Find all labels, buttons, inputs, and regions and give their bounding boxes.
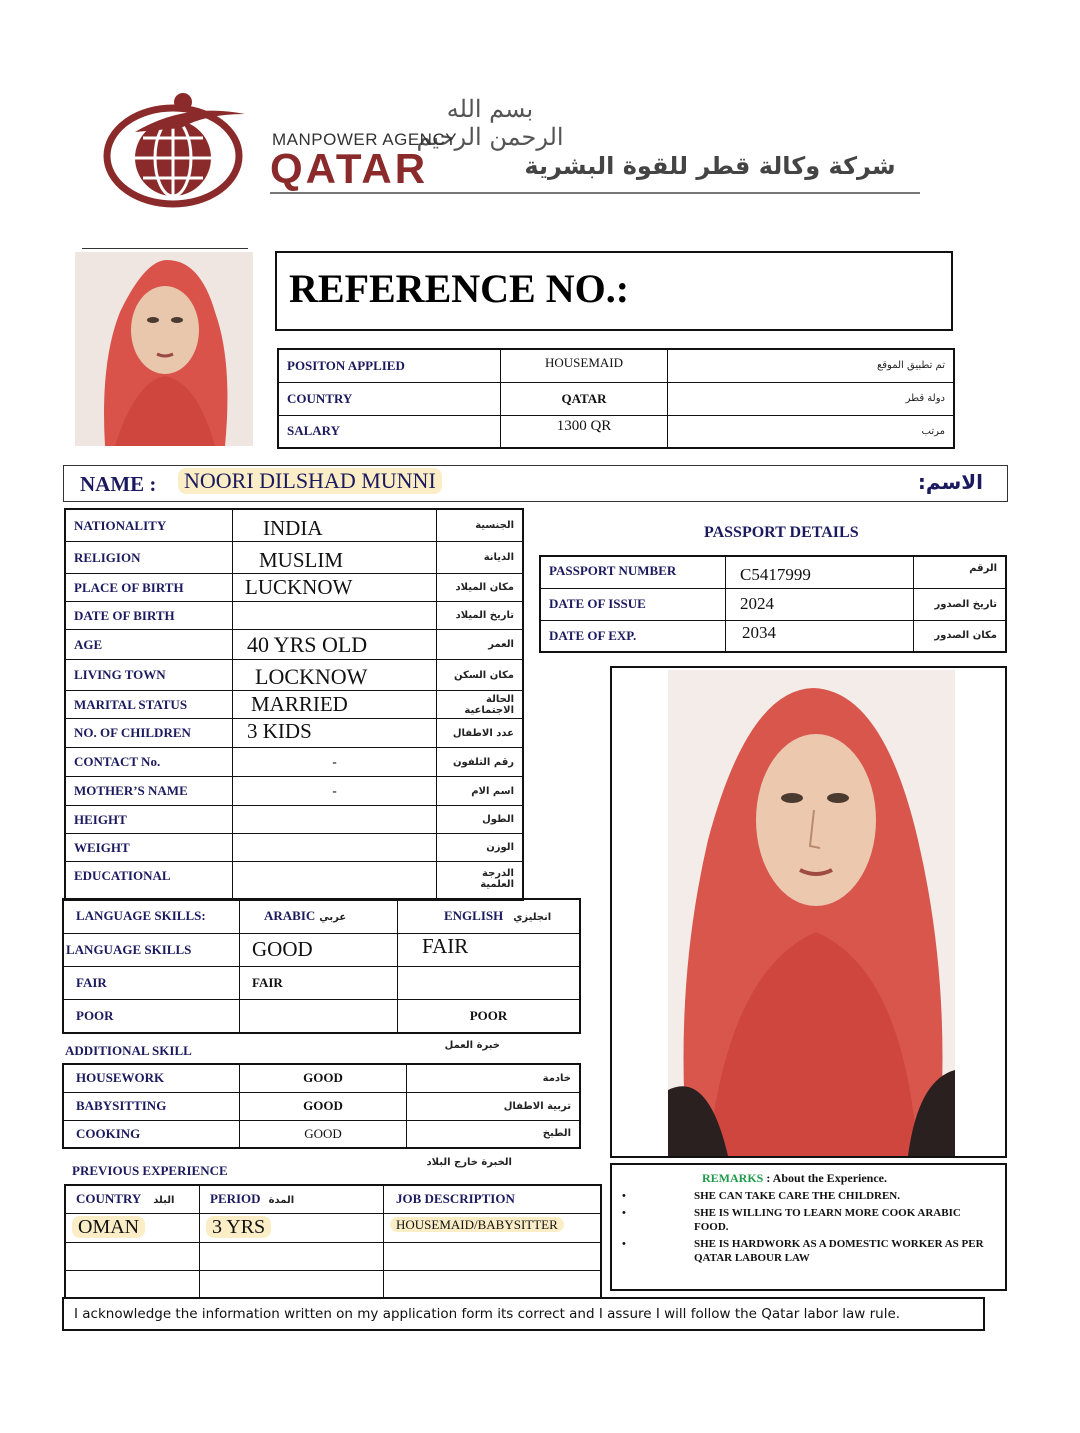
table-row	[63, 999, 580, 1033]
remark-text: SHE IS WILLING TO LEARN MORE COOK ARABIC FOOD.	[694, 1207, 961, 1233]
place-of-birth-label: PLACE OF BIRTH	[65, 574, 233, 602]
date-of-issue-label: DATE OF ISSUE	[540, 588, 726, 620]
marital-status-arabic: الحالة الاجتماعية	[437, 691, 524, 719]
language-skills-label: LANGUAGE SKILLS	[63, 933, 240, 966]
table-row	[63, 899, 580, 933]
living-town-label: LIVING TOWN	[65, 660, 233, 691]
bullet-icon: •	[622, 1190, 626, 1202]
remarks-subtitle: : About the Experience.	[766, 1171, 887, 1185]
large-photo-frame	[610, 666, 1007, 1158]
name-label: NAME :	[80, 472, 157, 496]
previous-experience-title: PREVIOUS EXPERIENCE	[72, 1163, 228, 1178]
children-label: NO. OF CHILDREN	[65, 719, 233, 748]
children-arabic: عدد الاطفال	[437, 719, 524, 748]
applicant-photo-large	[668, 670, 955, 1156]
date-of-birth-value	[233, 602, 437, 630]
cooking-arabic: الطبخ	[407, 1120, 581, 1148]
table-row	[65, 691, 523, 719]
babysitting-arabic: تربية الاطفال	[407, 1092, 581, 1120]
age-arabic: العمر	[437, 630, 524, 660]
personal-table	[64, 508, 524, 901]
additional-skill-table	[62, 1063, 581, 1149]
housework-label: HOUSEWORK	[63, 1064, 240, 1092]
housework-value: GOOD	[240, 1064, 407, 1092]
english-ar-label: انجليزي	[513, 912, 552, 924]
religion-value: MUSLIM	[233, 542, 437, 574]
fair-english-value	[398, 966, 581, 999]
table-row	[65, 806, 523, 834]
english-en-label: ENGLISH	[444, 908, 504, 924]
language-arabic-level: GOOD	[240, 933, 398, 966]
salary-value: 1300 QR	[501, 415, 668, 448]
table-row	[278, 415, 954, 448]
language-english-level: FAIR	[398, 933, 581, 966]
height-label: HEIGHT	[65, 806, 233, 834]
table-row	[65, 1270, 601, 1298]
remark-text: SHE IS HARDWORK AS A DOMESTIC WORKER AS PER QATAR LABOUR LAW	[694, 1238, 984, 1264]
contact-value: -	[233, 748, 437, 777]
cooking-label: COOKING	[63, 1120, 240, 1148]
age-value: 40 YRS OLD	[233, 630, 437, 660]
table-row	[540, 588, 1006, 620]
name-value: NOORI DILSHAD MUNNI	[178, 468, 442, 494]
passport-number-arabic: الرقم	[914, 556, 1007, 588]
table-row	[65, 630, 523, 660]
table-row	[65, 862, 523, 900]
empty-cell	[65, 1242, 200, 1270]
reference-label: REFERENCE NO.:	[289, 266, 630, 311]
poor-english-value: POOR	[398, 999, 581, 1033]
date-of-exp-arabic: مكان الصدور	[914, 620, 1007, 652]
passport-number-label: PASSPORT NUMBER	[540, 556, 726, 588]
list-item	[622, 1206, 997, 1234]
table-row	[65, 542, 523, 574]
globe-logo-icon	[95, 92, 275, 212]
table-row	[63, 1064, 580, 1092]
marital-status-label: MARITAL STATUS	[65, 691, 233, 719]
table-row	[65, 509, 523, 542]
marital-status-value: MARRIED	[233, 691, 437, 719]
cooking-value: GOOD	[240, 1120, 407, 1148]
agency-small-name: MANPOWER AGENCY	[272, 130, 458, 149]
col-country-arabic: البلد	[153, 1195, 175, 1207]
remarks-box	[610, 1163, 1007, 1291]
date-of-issue-value: 2024	[726, 588, 914, 620]
position-table	[277, 348, 955, 449]
weight-value	[233, 834, 437, 862]
table-row	[63, 933, 580, 966]
col-job-label: JOB DESCRIPTION	[384, 1185, 602, 1213]
language-table	[62, 898, 581, 1034]
country-arabic: دولة قطر	[668, 382, 955, 415]
exp-job-cell	[384, 1213, 602, 1242]
additional-skill-title-arabic: خبرة العمل	[444, 1040, 500, 1051]
country-label: COUNTRY	[278, 382, 501, 415]
children-value: 3 KIDS	[233, 719, 437, 748]
col-period-label: PERIOD	[210, 1191, 261, 1207]
educational-label: EDUCATIONAL	[65, 862, 233, 900]
remarks-list	[622, 1189, 997, 1265]
empty-cell	[65, 1270, 200, 1298]
table-row	[65, 748, 523, 777]
empty-cell	[384, 1242, 602, 1270]
position-arabic: تم تطبيق الموقع	[668, 349, 955, 382]
col-period-arabic: المدة	[268, 1195, 295, 1207]
table-row	[278, 349, 954, 382]
date-of-birth-label: DATE OF BIRTH	[65, 602, 233, 630]
remarks-title: REMARKS	[702, 1171, 764, 1185]
weight-label: WEIGHT	[65, 834, 233, 862]
bismillah-calligraphy: بسم الله الرحمن الرحيم	[416, 95, 564, 151]
table-row	[65, 834, 523, 862]
place-of-birth-arabic: مكان الميلاد	[437, 574, 524, 602]
educational-value	[233, 862, 437, 900]
bullet-icon: •	[622, 1238, 626, 1250]
table-row	[65, 602, 523, 630]
acknowledgement-box	[62, 1297, 985, 1331]
religion-label: RELIGION	[65, 542, 233, 574]
country-value: QATAR	[501, 382, 668, 415]
language-head-arabic	[240, 899, 398, 933]
mothers-name-arabic: اسم الام	[437, 777, 524, 806]
religion-arabic: الديانة	[437, 542, 524, 574]
position-value: HOUSEMAID	[501, 349, 668, 382]
agency-arabic-name: شركة وكالة قطر للقوة البشرية	[524, 152, 896, 180]
additional-skill-title: ADDITIONAL SKILL	[65, 1043, 192, 1058]
reference-box	[275, 251, 953, 331]
header-rule	[270, 192, 920, 194]
applicant-photo-small	[75, 252, 253, 446]
exp-period-value: 3 YRS	[206, 1216, 271, 1238]
babysitting-label: BABYSITTING	[63, 1092, 240, 1120]
table-row	[65, 1213, 601, 1242]
agency-big-name: QATAR	[270, 145, 429, 192]
arabic-en-label: ARABIC	[264, 908, 316, 924]
passport-table	[539, 555, 1007, 653]
agency-logo	[95, 92, 275, 212]
table-row	[65, 574, 523, 602]
bullet-icon: •	[622, 1207, 626, 1219]
table-row	[540, 620, 1006, 652]
remark-text: SHE CAN TAKE CARE THE CHILDREN.	[694, 1190, 900, 1202]
arabic-ar-label: عربي	[319, 912, 347, 924]
language-head-english	[398, 899, 581, 933]
babysitting-value: GOOD	[240, 1092, 407, 1120]
photo-top-rule	[82, 248, 248, 249]
weight-arabic: الوزن	[437, 834, 524, 862]
height-value	[233, 806, 437, 834]
name-bar	[63, 465, 1008, 502]
table-row	[65, 1242, 601, 1270]
salary-arabic: مرتب	[668, 415, 955, 448]
list-item	[622, 1189, 997, 1203]
remarks-heading	[702, 1171, 887, 1186]
empty-cell	[384, 1270, 602, 1298]
date-of-issue-arabic: تاريخ الصدور	[914, 588, 1007, 620]
name-arabic-label: الاسم:	[917, 470, 983, 494]
empty-cell	[200, 1270, 384, 1298]
col-country-label: COUNTRY	[76, 1191, 142, 1207]
mothers-name-value: -	[233, 777, 437, 806]
passport-number-value: C5417999	[726, 556, 914, 588]
housework-arabic: خادمة	[407, 1064, 581, 1092]
exp-period-cell	[200, 1213, 384, 1242]
exp-country-value: OMAN	[72, 1216, 145, 1238]
date-of-birth-arabic: تاريخ الميلاد	[437, 602, 524, 630]
table-row	[63, 1092, 580, 1120]
table-row	[65, 777, 523, 806]
table-row	[65, 719, 523, 748]
poor-row-label: POOR	[63, 999, 240, 1033]
date-of-exp-value: 2034	[726, 620, 914, 652]
age-label: AGE	[65, 630, 233, 660]
height-arabic: الطول	[437, 806, 524, 834]
nationality-value: INDIA	[233, 509, 437, 542]
mothers-name-label: MOTHER’S NAME	[65, 777, 233, 806]
table-row	[540, 556, 1006, 588]
language-head-label: LANGUAGE SKILLS:	[63, 899, 240, 933]
fair-row-label: FAIR	[63, 966, 240, 999]
fair-arabic-value: FAIR	[240, 966, 398, 999]
educational-arabic: الدرجة العلمية	[480, 868, 514, 890]
salary-label: SALARY	[278, 415, 501, 448]
nationality-arabic: الجنسية	[437, 509, 524, 542]
position-label: POSITON APPLIED	[278, 349, 501, 382]
col-country	[65, 1185, 200, 1213]
contact-arabic: رقم التلفون	[437, 748, 524, 777]
list-item	[622, 1237, 997, 1265]
contact-label: CONTACT No.	[65, 748, 233, 777]
experience-table	[64, 1184, 602, 1299]
place-of-birth-value: LUCKNOW	[233, 574, 437, 602]
exp-job-value: HOUSEMAID/BABYSITTER	[390, 1217, 564, 1232]
passport-title: PASSPORT DETAILS	[704, 524, 859, 541]
table-row	[278, 382, 954, 415]
poor-arabic-value	[240, 999, 398, 1033]
table-row	[63, 966, 580, 999]
table-row	[65, 1185, 601, 1213]
col-period	[200, 1185, 384, 1213]
living-town-value: LOCKNOW	[233, 660, 437, 691]
living-town-arabic: مكان السكن	[437, 660, 524, 691]
nationality-label: NATIONALITY	[65, 509, 233, 542]
table-row	[65, 660, 523, 691]
exp-country-cell	[65, 1213, 200, 1242]
acknowledgement-text: I acknowledge the information written on my application form its correct and I assure I will follow the Qatar labor law rule.	[74, 1306, 901, 1322]
date-of-exp-label: DATE OF EXP.	[540, 620, 726, 652]
table-row	[63, 1120, 580, 1148]
empty-cell	[200, 1242, 384, 1270]
previous-experience-title-arabic: الخبرة خارج البلاد	[426, 1157, 512, 1168]
